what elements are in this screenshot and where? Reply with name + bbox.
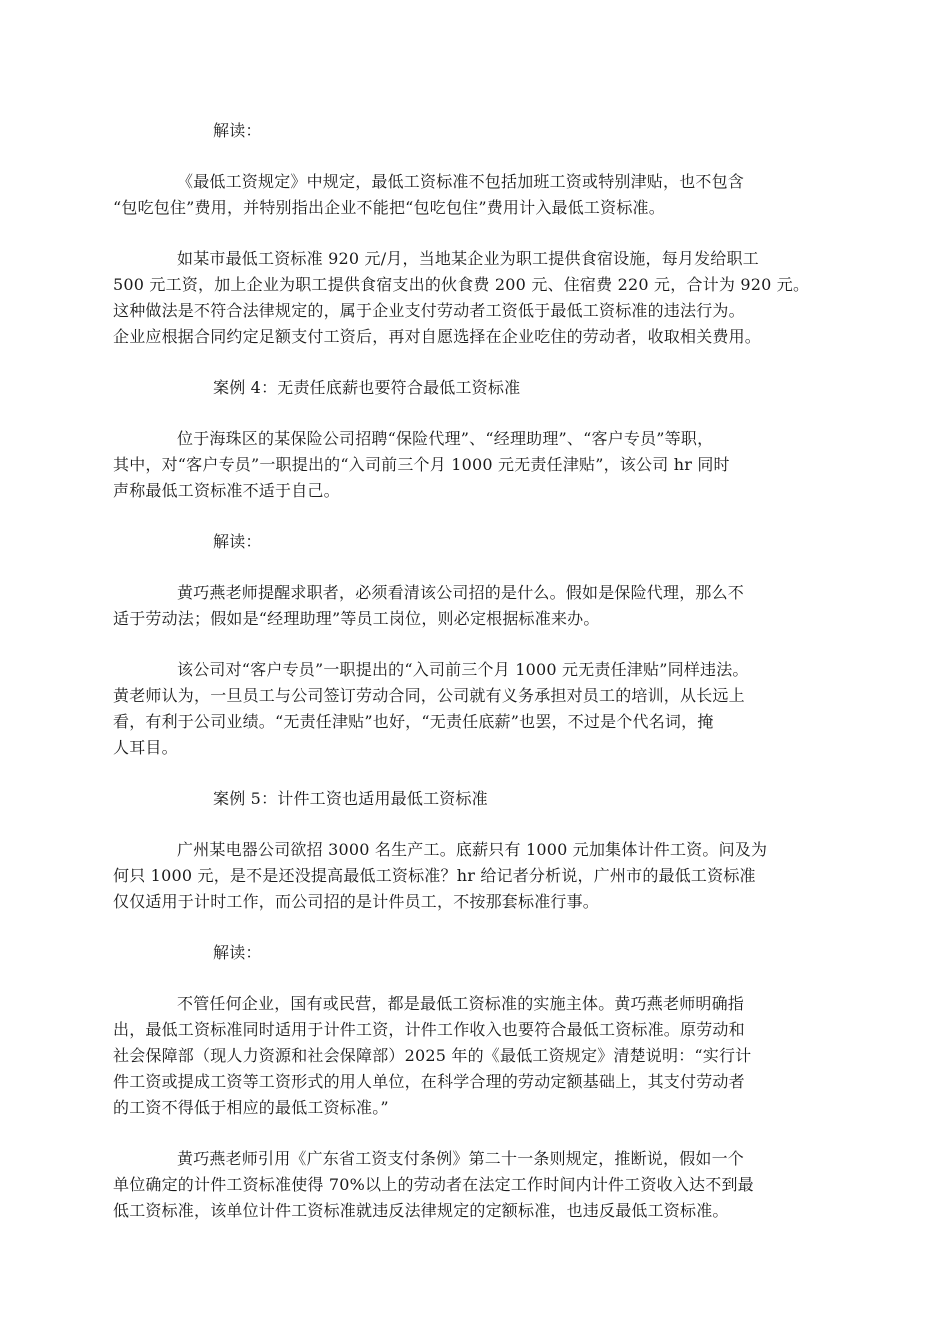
paragraph-reminder: 黄巧燕老师提醒求职者，必须看清该公司招的是什么。假如是保险代理，那么不 适于劳动法；假如是“经理助理”等员工岗位，则必定根据标准来办。 [113, 583, 745, 628]
paragraph-case-5: 广州某电器公司欲招 3000 名生产工。底薪只有 1000 元加集体计件工资。问及为 何只 1000 元，是不是还没提高最低工资标准？hr 给记者分析说，广州市的最低工资标准 仅仅适用于计时工作，而公司招的是计件员工，不按那套标准行事。 [113, 840, 768, 911]
paragraph-minimum-wage-rule: 《最低工资规定》中规定，最低工资标准不包括加班工资或特别津贴，也不包含 “包吃包住”费用，并特别指出企业不能把“包吃包住”费用计入最低工资标准。 [113, 172, 745, 217]
paragraph-illegal-allowance: 该公司对“客户专员”一职提出的“入司前三个月 1000 元无责任津贴”同样违法。 黄老师认为，一旦员工与公司签订劳动合同，公司就有义务承担对员工的培训，从长远上 看，有利于公司业绩。“无责任津贴”也好，“无责任底薪”也罢，不过是个代名词，掩 人耳目。 [113, 660, 749, 757]
interpretation-label: 解读： [213, 121, 262, 140]
paragraph-case-4: 位于海珠区的某保险公司招聘“保险代理”、“经理助理”、“客户专员”等职， 其中，对“客户专员”一职提出的“入司前三个月 1000 元无责任津贴”，该公司 hr 同时 声称最低工资标准不适于自己。 [113, 429, 730, 500]
paragraph-piecework-rule: 不管任何企业，国有或民营，都是最低工资标准的实施主体。黄巧燕老师明确指 出，最低工资标准同时适用于计件工资，计件工作收入也要符合最低工资标准。原劳动和 社会保障部（现人力资源和社会保障部）2025 年的《最低工资规定》清楚说明：“实行计 件工资或提成工资等工资形式的用人单位，在科学合理的劳动定额基础上，其支付劳动者 的工资不得低于相应的最低工资标准。” [113, 994, 752, 1117]
paragraph-guangdong-regulation: 黄巧燕老师引用《广东省工资支付条例》第二十一条则规定，推断说，假如一个 单位确定的计件工资标准使得 70%以上的劳动者在法定工作时间内计件工资收入达不到最 低工资标准，该单位计件工资标准就违反法律规定的定额标准，也违反最低工资标准。 [113, 1149, 754, 1220]
case-4-heading: 案例 4：无责任底薪也要符合最低工资标准 [213, 378, 521, 397]
interpretation-label: 解读： [213, 943, 262, 962]
document-page [113, 118, 810, 1249]
paragraph-example-920: 如某市最低工资标准 920 元/月，当地某企业为职工提供食宿设施，每月发给职工 500 元工资，加上企业为职工提供食宿支出的伙食费 200 元、住宿费 220 元，合计为 920 元。 这种做法是不符合法律规定的，属于企业支付劳动者工资低于最低工资标准的违法行为。 企业应根据合同约定足额支付工资后，再对自愿选择在企业吃住的劳动者，收取相关费用。 [113, 249, 810, 346]
interpretation-label: 解读： [213, 532, 262, 551]
case-5-heading: 案例 5：计件工资也适用最低工资标准 [213, 789, 488, 808]
